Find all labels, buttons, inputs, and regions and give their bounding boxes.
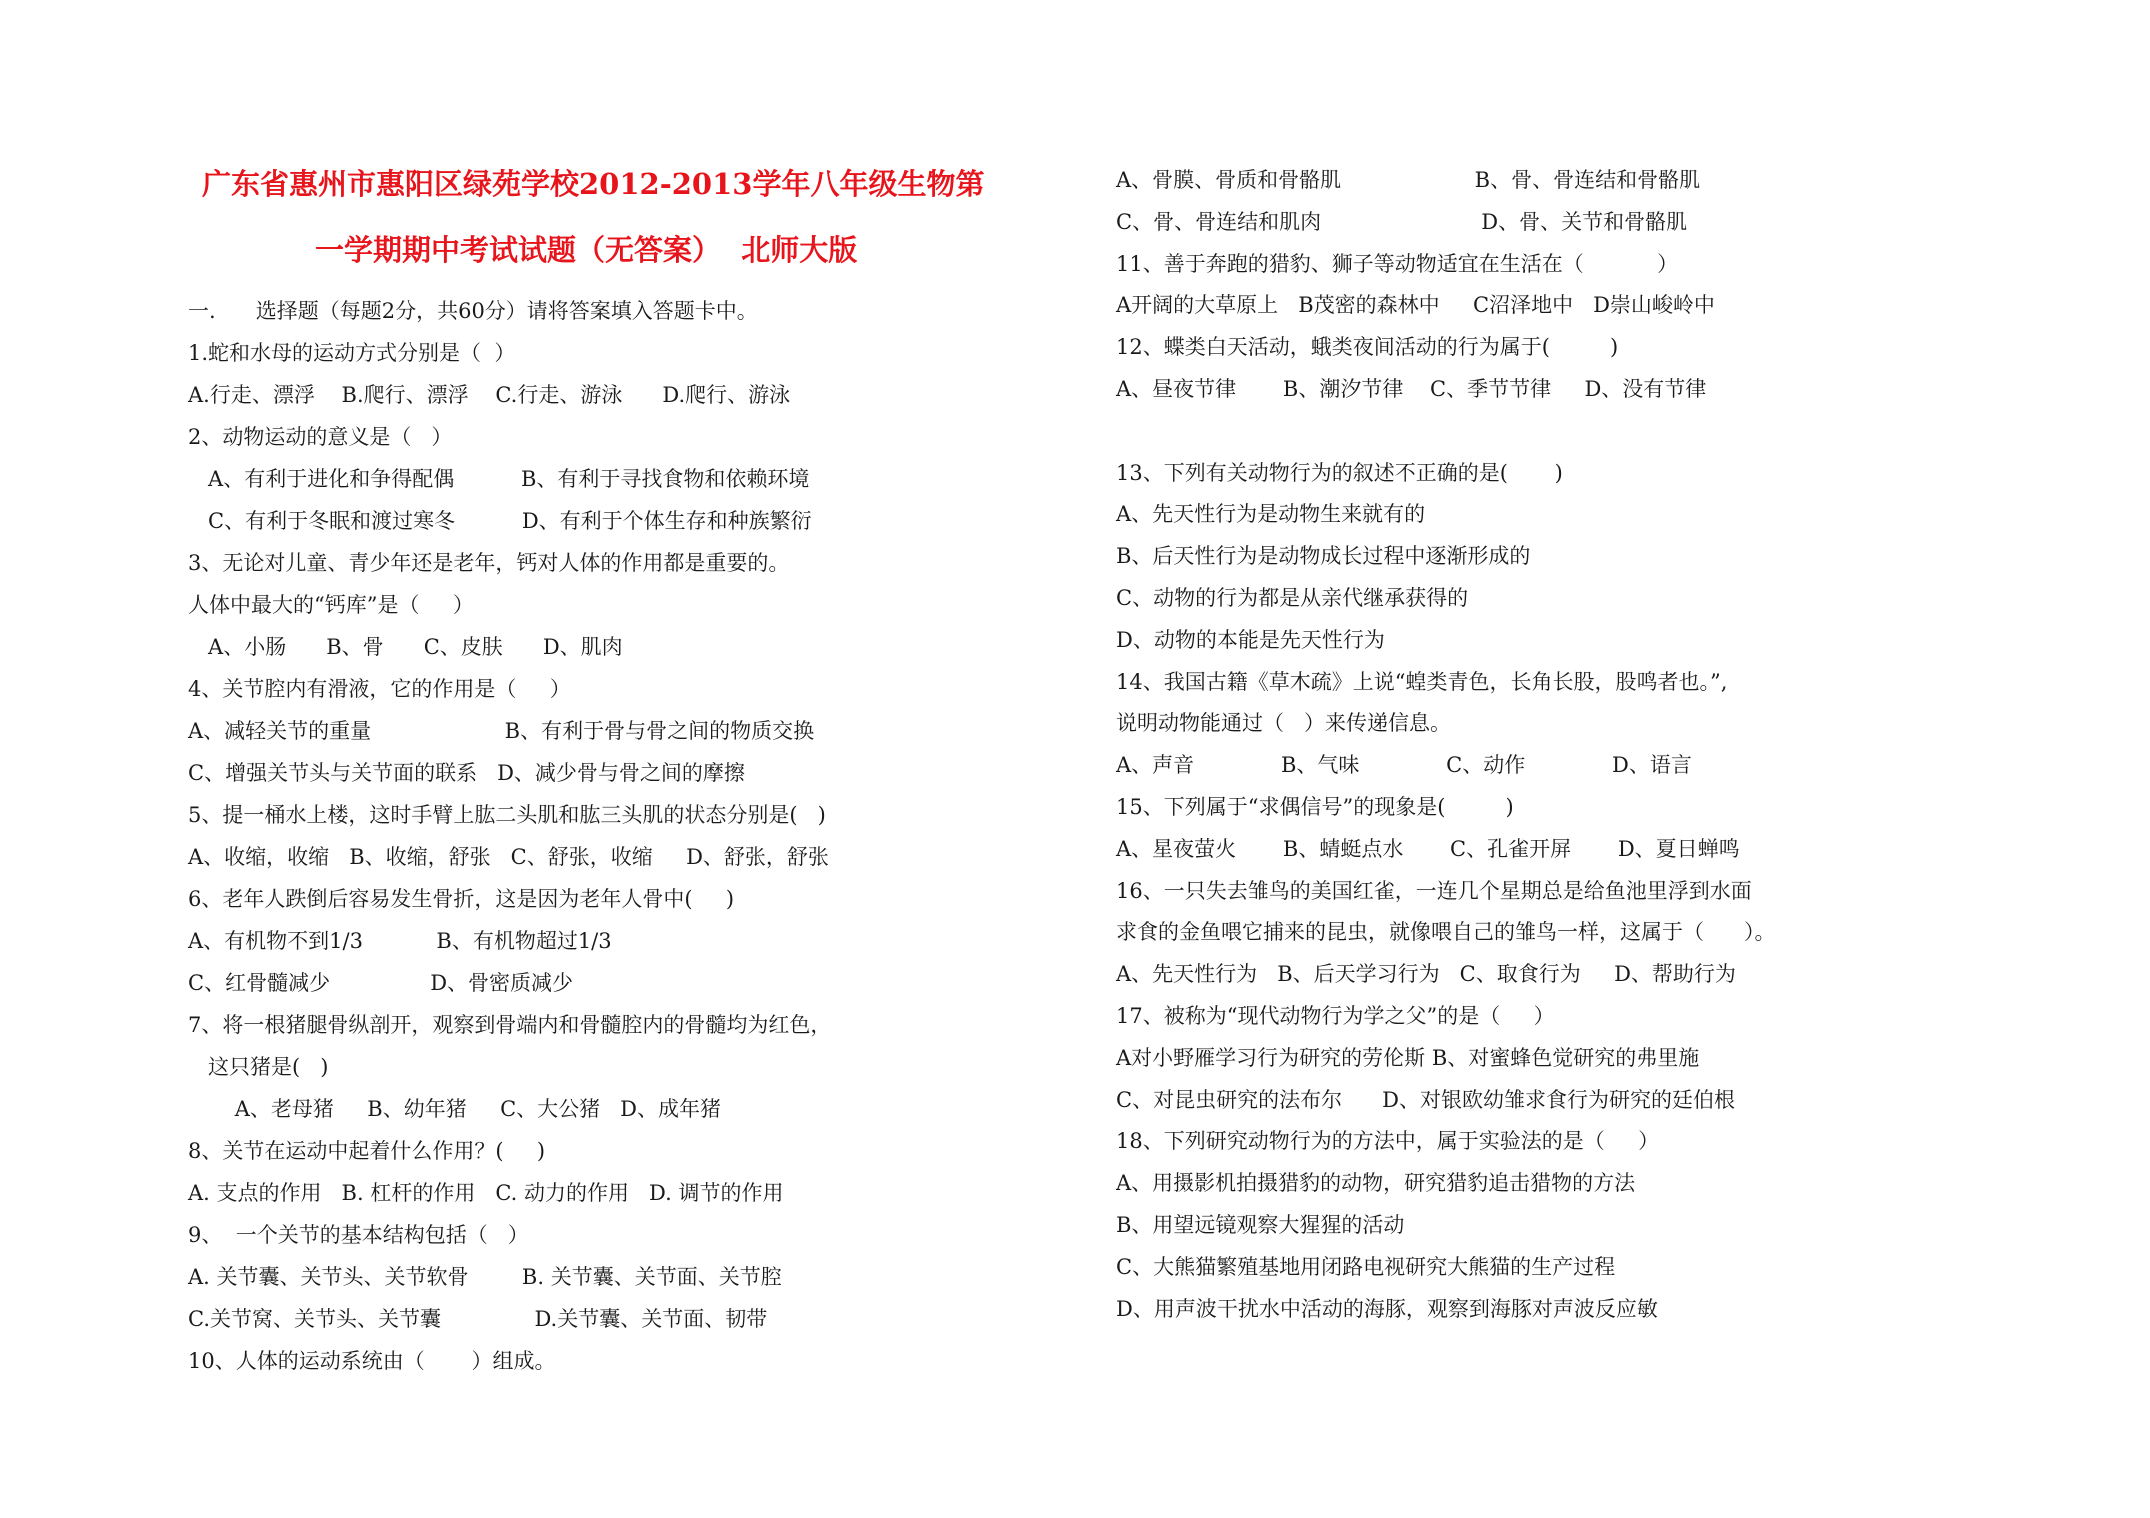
text-line: 8、关节在运动中起着什么作用？( )	[188, 1139, 546, 1163]
text-line: A、先天性行为是动物生来就有的	[1116, 502, 1426, 527]
text-line: 18、下列研究动物行为的方法中，属于实验法的是（ ）	[1116, 1129, 1660, 1154]
text-line: 17、被称为“现代动物行为学之父”的是（ ）	[1116, 1004, 1555, 1028]
text-line: A、用摄影机拍摄猎豹的动物，研究猎豹追击猎物的方法	[1116, 1171, 1636, 1196]
text-line: 求食的金鱼喂它捕来的昆虫，就像喂自己的雏鸟一样，这属于（ ）。	[1116, 920, 1776, 945]
text-line: A对小野雁学习行为研究的劳伦斯 B、对蜜蜂色觉研究的弗里施	[1116, 1045, 1700, 1070]
text-line: C、对昆虫研究的法布尔 D、对银欧幼雏求食行为研究的廷伯根	[1116, 1087, 1735, 1112]
text-line: A. 关节囊、关节头、关节软骨 B. 关节囊、关节面、关节腔	[188, 1265, 782, 1289]
text-line: A开阔的大草原上 B茂密的森林中 C沼泽地中 D崇山峻岭中	[1116, 293, 1715, 318]
text-line: A、昼夜节律 B、潮汐节律 C、季节节律 D、没有节律	[1116, 377, 1707, 401]
text-line: C、骨、骨连结和肌肉 D、骨、关节和骨骼肌	[1116, 209, 1688, 234]
text-line: 1.蛇和水母的运动方式分别是（ ）	[188, 341, 516, 365]
text-line: 10、人体的运动系统由（ ）组成。	[188, 1349, 556, 1373]
text-line: A、声音 B、气味 C、动作 D、语言	[1116, 753, 1692, 778]
text-line: A、收缩，收缩 B、收缩，舒张 C、舒张，收缩 D、舒张，舒张	[188, 845, 829, 869]
text-line: 这只猪是( )	[188, 1055, 329, 1079]
text-line: 13、下列有关动物行为的叙述不正确的是( )	[1116, 460, 1563, 485]
text-line: 4、关节腔内有滑液，它的作用是（ ）	[188, 677, 571, 701]
text-line: C、大熊猫繁殖基地用闭路电视研究大熊猫的生产过程	[1116, 1254, 1616, 1279]
text-line: 11、善于奔跑的猎豹、狮子等动物适宜在生活在（ ）	[1116, 251, 1679, 276]
text-line: 16、一只失去雏鸟的美国红雀，一连几个星期总是给鱼池里浮到水面	[1116, 878, 1752, 903]
text-line: 2、动物运动的意义是（ ）	[188, 425, 453, 449]
text-line: C、动物的行为都是从亲代继承获得的	[1116, 586, 1469, 610]
text-line: B、用望远镜观察大猩猩的活动	[1116, 1213, 1405, 1237]
text-line: 9、 一个关节的基本结构包括（ ）	[188, 1223, 529, 1247]
text-line: 15、下列属于“求偶信号”的现象是( )	[1116, 795, 1514, 819]
text-line: A.行走、漂浮 B.爬行、漂浮 C.行走、游泳 D.爬行、游泳	[188, 383, 791, 407]
text-line: A、星夜萤火 B、蜻蜓点水 C、孔雀开屏 D、夏日蝉鸣	[1116, 836, 1740, 861]
text-line: C.关节窝、关节头、关节囊 D.关节囊、关节面、韧带	[188, 1307, 768, 1331]
text-line: B、后天性行为是动物成长过程中逐渐形成的	[1116, 544, 1531, 569]
text-line: C、增强关节头与关节面的联系 D、减少骨与骨之间的摩擦	[188, 761, 745, 785]
text-line: 一. 选择题（每题2分，共60分）请将答案填入答题卡中。	[188, 299, 758, 323]
text-line: A、先天性行为 B、后天学习行为 C、取食行为 D、帮助行为	[1116, 962, 1736, 987]
text-line: A、小肠 B、骨 C、皮肤 D、肌肉	[188, 635, 623, 659]
text-line: 人体中最大的“钙库”是（ ）	[188, 593, 474, 617]
text-line: 14、我国古籍《草木疏》上说“蝗类青色，长角长股，股鸣者也。”,	[1116, 669, 1728, 694]
text-line: 3、无论对儿童、青少年还是老年，钙对人体的作用都是重要的。	[188, 551, 790, 575]
text-line: A、减轻关节的重量 B、有利于骨与骨之间的物质交换	[188, 719, 815, 743]
text-line: 6、老年人跌倒后容易发生骨折，这是因为老年人骨中( )	[188, 887, 735, 911]
text-line: 7、将一根猪腿骨纵剖开，观察到骨端内和骨髓腔内的骨髓均为红色，	[188, 1013, 832, 1037]
title-line-2: 一学期期中考试试题（无答案） 北师大版	[315, 233, 858, 267]
text-line: C、有利于冬眠和渡过寒冬 D、有利于个体生存和种族繁衍	[188, 509, 812, 533]
text-line: A、老母猪 B、幼年猪 C、大公猪 D、成年猪	[188, 1097, 722, 1121]
text-line: D、用声波干扰水中活动的海豚，观察到海豚对声波反应敏	[1116, 1296, 1658, 1321]
text-line: A、有利于进化和争得配偶 B、有利于寻找食物和依赖环境	[188, 467, 810, 491]
text-line: 说明动物能通过（ ）来传递信息。	[1116, 711, 1452, 736]
text-line: C、红骨髓减少 D、骨密质减少	[188, 971, 574, 995]
title-line-1: 广东省惠州市惠阳区绿苑学校2012-2013学年八年级生物第	[202, 167, 985, 201]
text-line: A. 支点的作用 B. 杠杆的作用 C. 动力的作用 D. 调节的作用	[188, 1181, 784, 1205]
text-line: A、骨膜、骨质和骨骼肌 B、骨、骨连结和骨骼肌	[1116, 168, 1701, 192]
text-line: D、动物的本能是先天性行为	[1116, 627, 1385, 652]
text-line: A、有机物不到1/3 B、有机物超过1/3	[188, 929, 612, 953]
text-line: 12、蝶类白天活动，蛾类夜间活动的行为属于( )	[1116, 335, 1619, 360]
text-line: 5、提一桶水上楼，这时手臂上肱二头肌和肱三头肌的状态分别是( )	[188, 803, 826, 827]
